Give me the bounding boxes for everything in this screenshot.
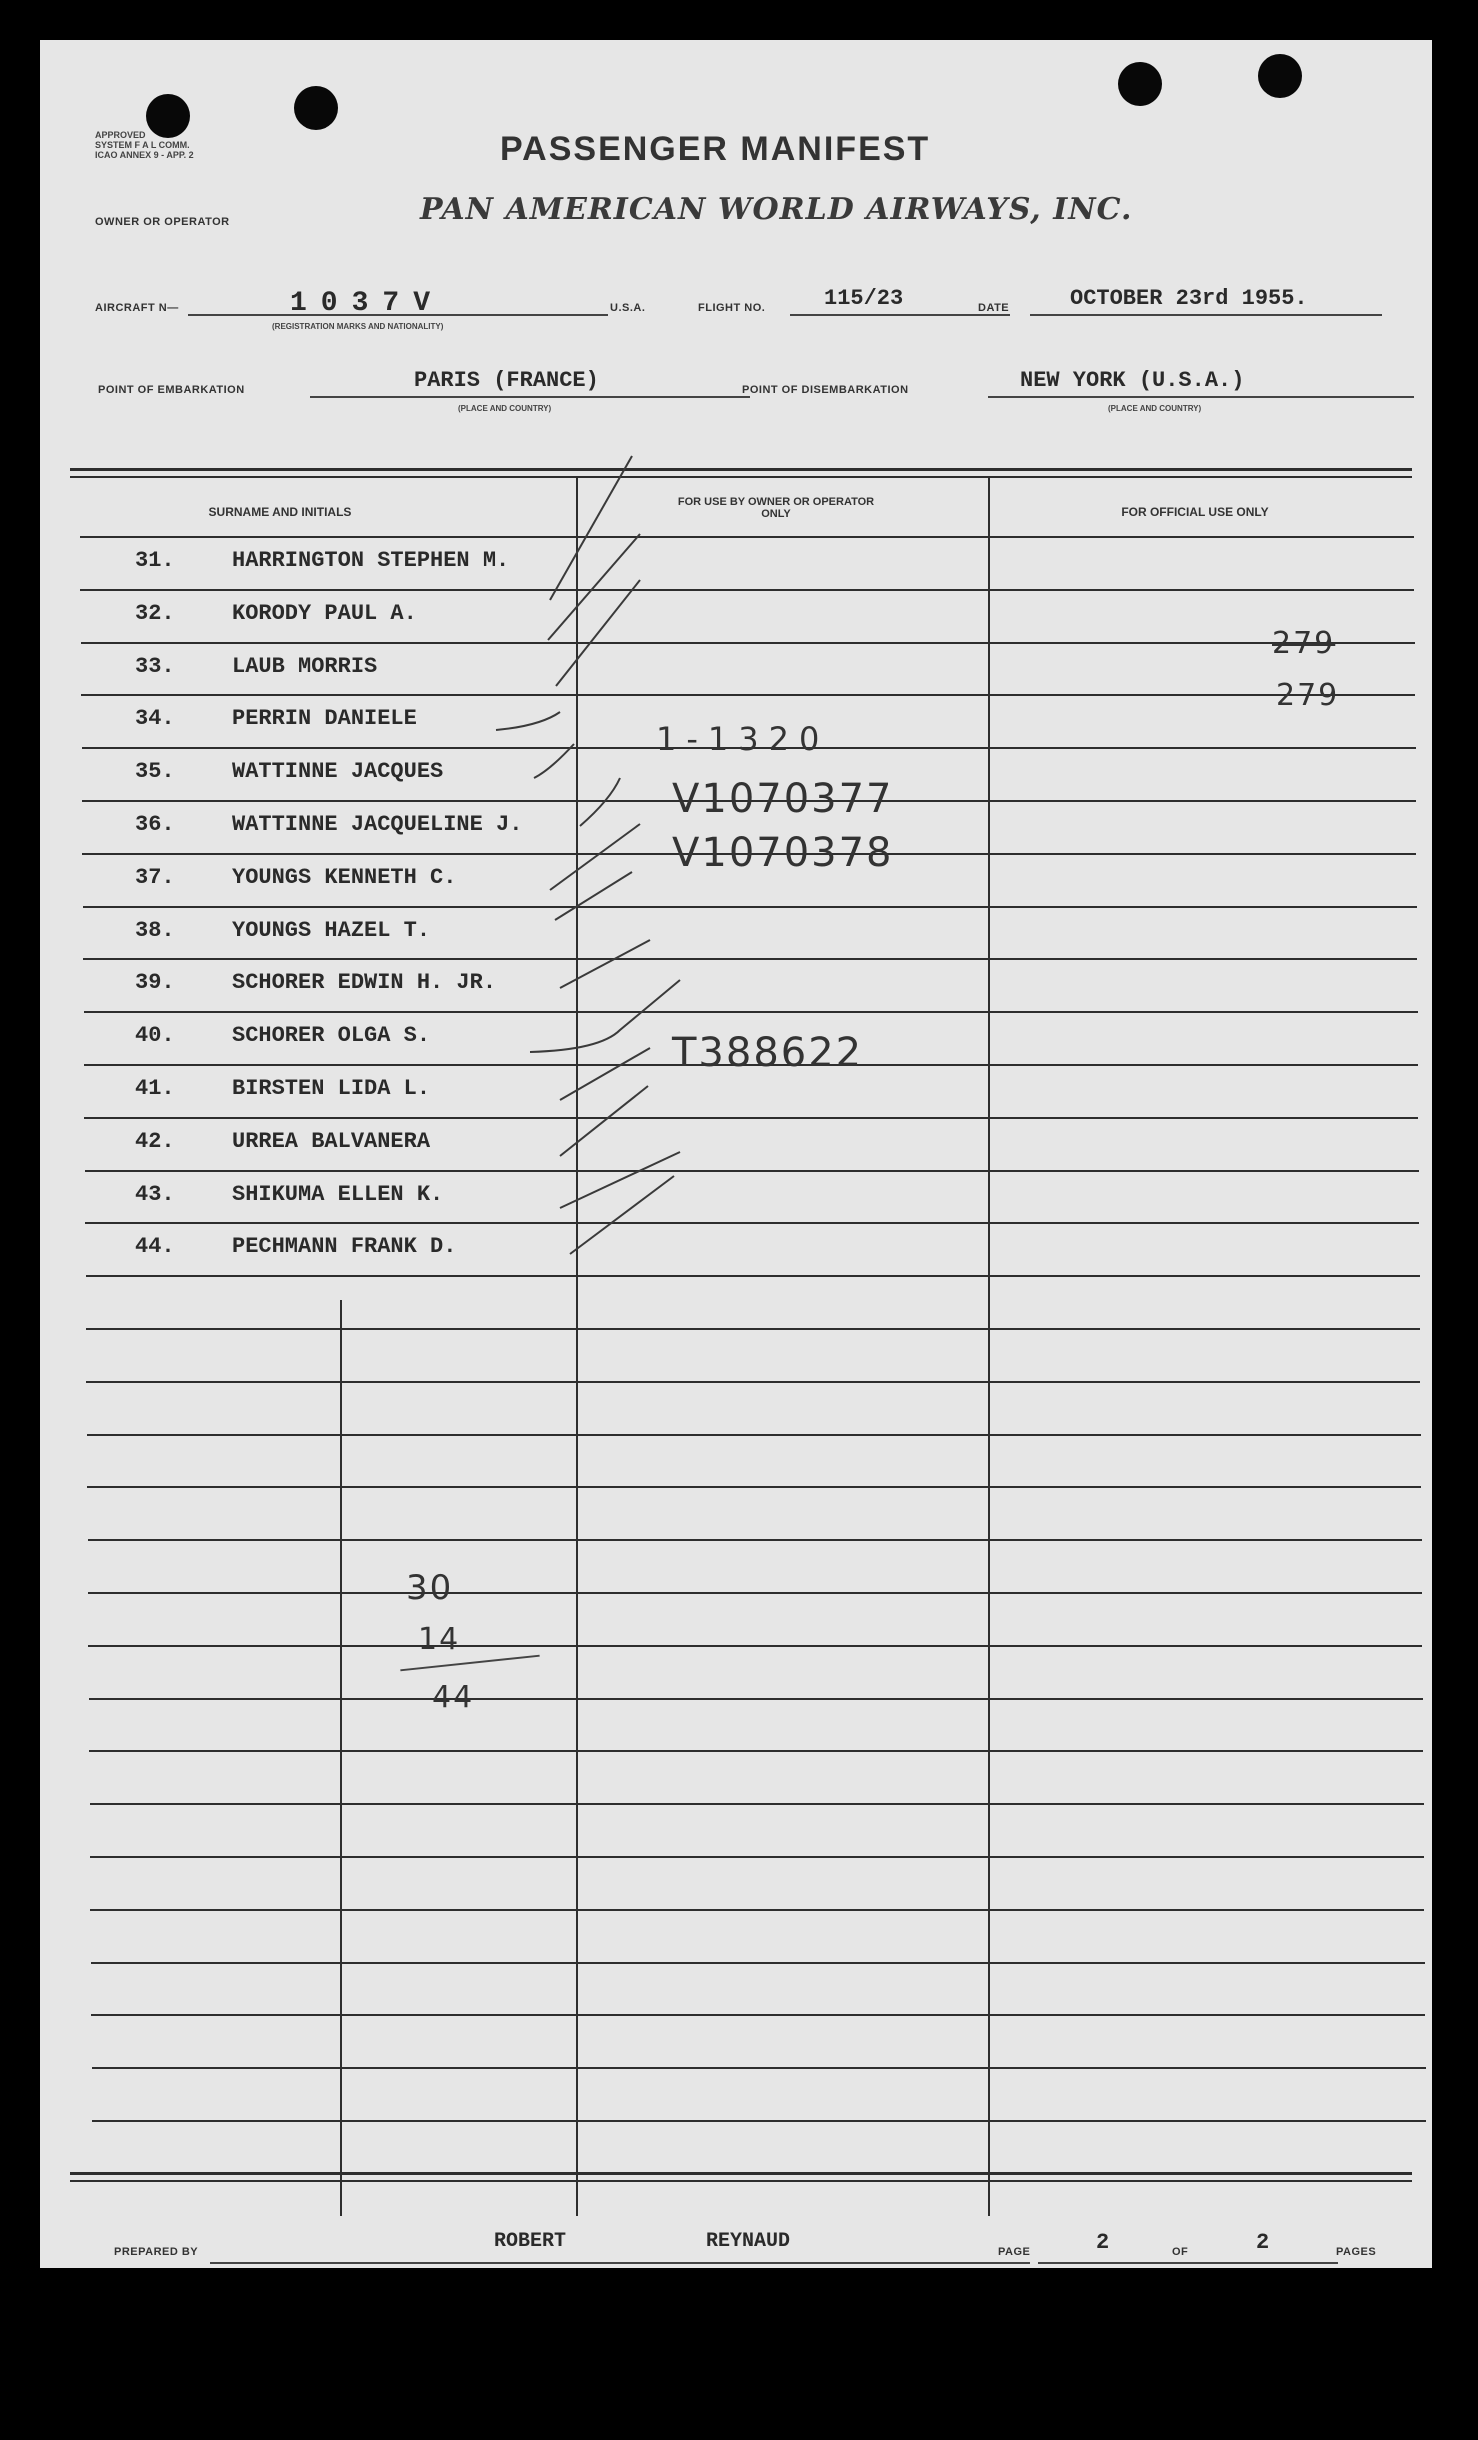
passenger-number: 31. xyxy=(135,548,175,573)
aircraft-label: AIRCRAFT N— xyxy=(95,302,179,314)
page-title: PASSENGER MANIFEST xyxy=(500,130,931,168)
passenger-name: PERRIN DANIELE xyxy=(232,706,417,731)
aircraft-sublabel: (REGISTRATION MARKS AND NATIONALITY) xyxy=(272,322,444,331)
passenger-name: PECHMANN FRANK D. xyxy=(232,1234,457,1259)
passenger-number: 37. xyxy=(135,865,175,890)
passenger-number: 33. xyxy=(135,654,175,679)
embarkation-label: POINT OF EMBARKATION xyxy=(98,384,245,396)
column-header-operator: FOR USE BY OWNER OR OPERATOR ONLY xyxy=(677,496,875,520)
owner-label: OWNER OR OPERATOR xyxy=(95,216,230,228)
passenger-number: 42. xyxy=(135,1129,175,1154)
prepared-by-last: REYNAUD xyxy=(706,2230,791,2253)
passenger-name: URREA BALVANERA xyxy=(232,1129,431,1154)
page-of-label: OF xyxy=(1172,2246,1189,2258)
passenger-name: HARRINGTON STEPHEN M. xyxy=(232,548,510,573)
official-number: 279 xyxy=(1276,678,1340,713)
form-reference: APPROVED SYSTEM F A L COMM. ICAO ANNEX 9 - APP. 2 xyxy=(95,130,194,160)
flight-label: FLIGHT NO. xyxy=(698,302,766,314)
page-total: 2 xyxy=(1256,2230,1270,2255)
passenger-name: KORODY PAUL A. xyxy=(232,601,417,626)
passenger-name: SCHORER EDWIN H. JR. xyxy=(232,970,497,995)
passenger-number: 41. xyxy=(135,1076,175,1101)
embarkation-sublabel: (PLACE AND COUNTRY) xyxy=(458,404,552,413)
passenger-name: YOUNGS KENNETH C. xyxy=(232,865,457,890)
jacqueline-id: V1070378 xyxy=(672,830,894,876)
tally-total: 44 xyxy=(432,1680,475,1715)
date-value: OCTOBER 23rd 1955. xyxy=(1070,286,1308,311)
passenger-name: WATTINNE JACQUES xyxy=(232,759,444,784)
column-header-names: SURNAME AND INITIALS xyxy=(208,505,352,519)
page-label: PAGE xyxy=(998,2246,1031,2258)
disembarkation-sublabel: (PLACE AND COUNTRY) xyxy=(1108,404,1202,413)
official-number-struck: 279 xyxy=(1272,626,1336,661)
passenger-name: SHIKUMA ELLEN K. xyxy=(232,1182,444,1207)
tally-middle: 14 xyxy=(418,1622,461,1657)
passenger-name: WATTINNE JACQUELINE J. xyxy=(232,812,523,837)
passenger-name: SCHORER OLGA S. xyxy=(232,1023,431,1048)
passenger-number: 32. xyxy=(135,601,175,626)
disembarkation-label: POINT OF DISEMBARKATION xyxy=(742,384,909,396)
flight-value: 115/23 xyxy=(824,286,904,311)
page-current: 2 xyxy=(1096,2230,1110,2255)
prepared-by-label: PREPARED BY xyxy=(114,2246,199,2258)
olga-id: T388622 xyxy=(672,1030,864,1076)
jacques-id: V1070377 xyxy=(672,776,894,822)
passenger-name: YOUNGS HAZEL T. xyxy=(232,918,431,943)
check-marks xyxy=(40,40,1432,2268)
passenger-number: 36. xyxy=(135,812,175,837)
pages-label: PAGES xyxy=(1336,2246,1377,2258)
manifest-sheet xyxy=(40,40,1432,2268)
passenger-number: 34. xyxy=(135,706,175,731)
passenger-number: 39. xyxy=(135,970,175,995)
aircraft-value: 1037V xyxy=(290,288,445,319)
prepared-by-first: ROBERT xyxy=(494,2230,567,2253)
passenger-number: 40. xyxy=(135,1023,175,1048)
passenger-number: 35. xyxy=(135,759,175,784)
tally-top: 30 xyxy=(406,1568,454,1608)
column-header-official: FOR OFFICIAL USE ONLY xyxy=(1121,505,1269,519)
passenger-name: BIRSTEN LIDA L. xyxy=(232,1076,431,1101)
embarkation-value: PARIS (FRANCE) xyxy=(414,368,599,393)
disembarkation-value: NEW YORK (U.S.A.) xyxy=(1020,368,1245,393)
passenger-number: 43. xyxy=(135,1182,175,1207)
passenger-name: LAUB MORRIS xyxy=(232,654,378,679)
airline-name: PAN AMERICAN WORLD AIRWAYS, INC. xyxy=(420,192,1133,227)
perrin-id: 1-1320 xyxy=(656,720,830,758)
passenger-number: 44. xyxy=(135,1234,175,1259)
nationality-label: U.S.A. xyxy=(610,302,646,314)
passenger-number: 38. xyxy=(135,918,175,943)
date-label: DATE xyxy=(978,302,1010,314)
